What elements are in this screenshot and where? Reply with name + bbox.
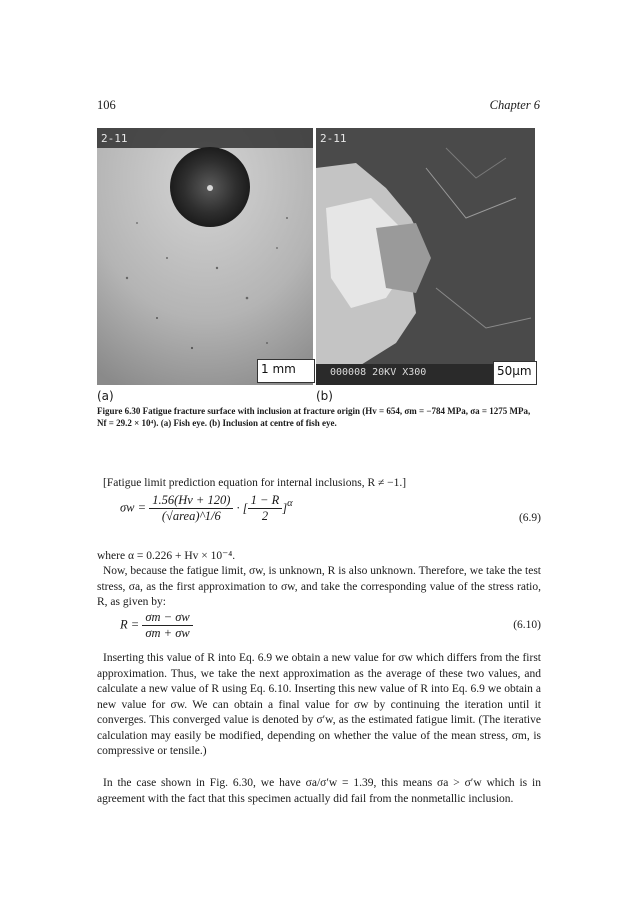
eq69-denominator: (√area)^1/6 (161, 509, 221, 523)
sem-info-bar: 000008 20KV X300 (330, 367, 427, 378)
fish-eye-micrograph (97, 128, 313, 385)
paragraph-1: Now, because the fatigue limit, σw, is unknown, R is also unknown. Therefore, we take the test stress, σa, as the first approximation to σw, and take the corresponding value of the stress ratio, R, as given by: (97, 565, 541, 608)
equation-6-9-number: (6.9) (518, 512, 541, 524)
eq610-denominator: σm + σw (145, 626, 190, 640)
where-line: where α = 0.226 + Hv × 10⁻⁴. (97, 550, 236, 562)
equation-6-10 (120, 610, 193, 641)
equation-6-10-number: (6.10) (513, 619, 541, 631)
page-number: 106 (97, 98, 116, 112)
eq69-exponent: α (287, 498, 293, 510)
scale-bar-a-label: 1 mm (261, 362, 296, 376)
panel-a-label: (a) (97, 389, 114, 403)
scale-bar-b-label: 50μm (497, 364, 532, 378)
paragraph-3: In the case shown in Fig. 6.30, we have σa/σ′w = 1.39, this means σa > σ′w which is in agreement with the fact that this specimen actually did fail from the nonmetallic inclusion. (97, 777, 541, 805)
equation-6-9: σw = $\frac{1.56(Hv + 120)}{\text{(√area)\textasciicircum{}1/6}}$ · [ $\frac{1 - R}{2}$ ]$^\alpha$ (120, 493, 293, 523)
panel-b-label: (b) (316, 389, 333, 403)
eq69-lhs: σw = (120, 500, 147, 515)
eq610-numerator: σm − σw (142, 610, 192, 626)
equation-intro: [Fatigue limit prediction equation for internal inclusions, R ≠ −1.] (103, 477, 407, 489)
inclusion-sem-image (316, 128, 535, 385)
paragraph-2: Inserting this value of R into Eq. 6.9 we obtain a new value for σw which differs from the first approximation. Thus, we take the next approximation as the average of these two values, and calculate a new value of R using Eq. 6.10. Inserting this new value of R into Eq. 6.9 we obtain a new value for σw. We can obtain a final value for σw by continuing the iteration until it converges. This converged value is denoted by σ′w, as the estimated fatigue limit. (The iterative calculation may easily be modified, depending on whether the value of the mean stress, σm, is compressive or tensile.) (97, 652, 541, 757)
panel-b-stamp: 2-11 (320, 132, 347, 145)
eq69-numerator: 1.56(Hv + 120) (149, 493, 233, 509)
eq69-r-denominator: 2 (261, 509, 269, 523)
chapter-title: Chapter 6 (489, 98, 540, 112)
figure-caption: Figure 6.30 Fatigue fracture surface with inclusion at fracture origin (Hv = 654, σm = −784 MPa, σa = 1275 MPa, Nf = 29.2 × 10⁴). (a) Fish eye. (b) Inclusion at centre of fish eye. (97, 406, 531, 428)
eq69-r-numerator: 1 − R (248, 493, 283, 509)
panel-a-stamp: 2-11 (101, 132, 128, 145)
eq610-lhs: R = (120, 617, 140, 632)
